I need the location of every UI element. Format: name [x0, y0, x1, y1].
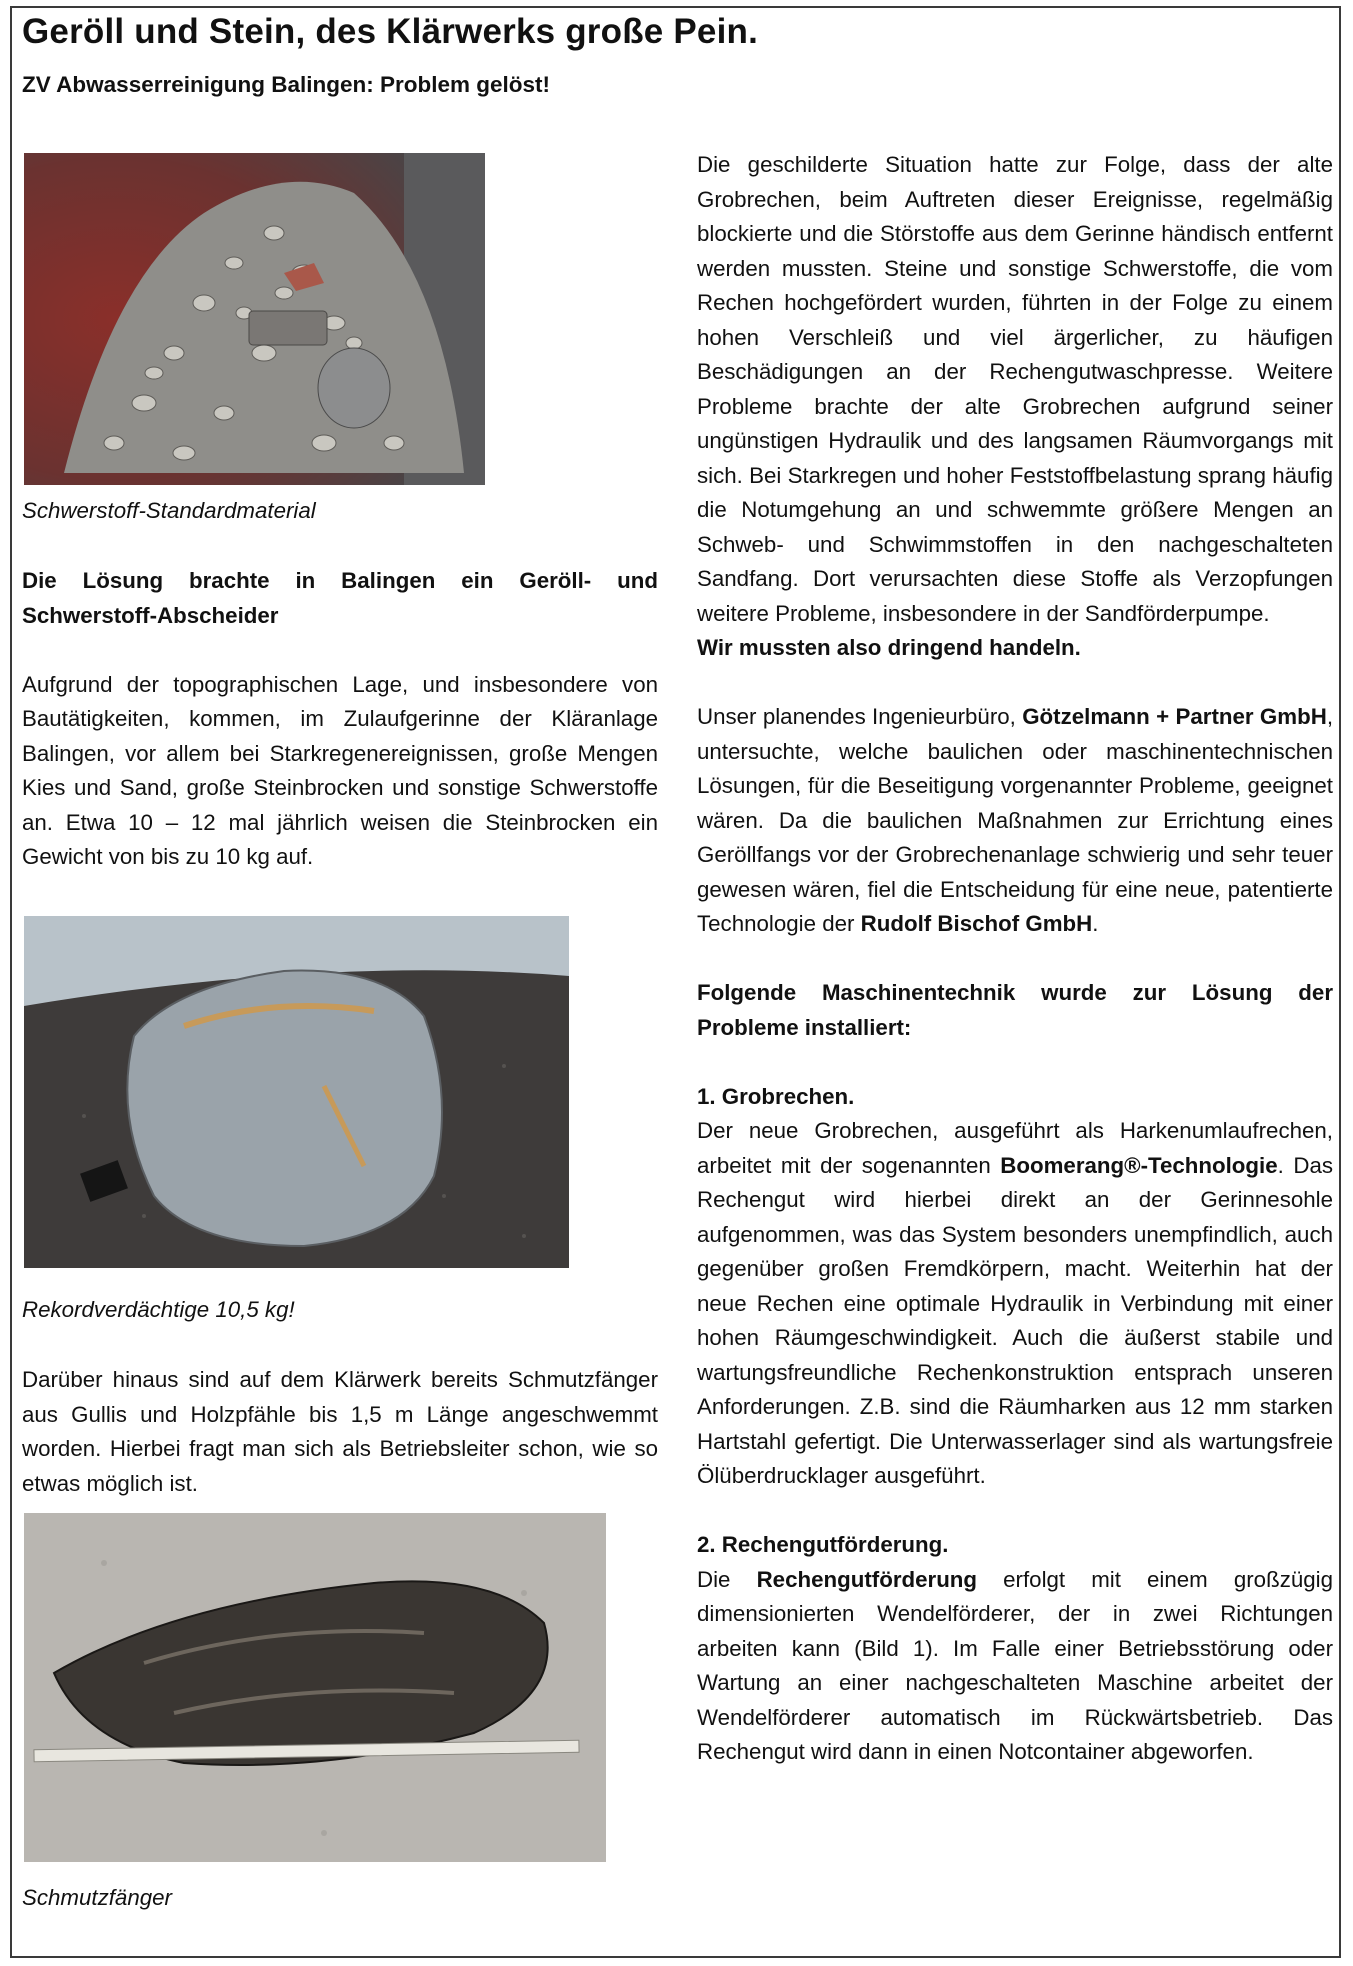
- dirt-trap-photo: [24, 1513, 606, 1862]
- rechengutfoerderung-term: Rechengutförderung: [756, 1566, 978, 1592]
- caption-dirt-trap: Schmutzfänger: [22, 1885, 172, 1910]
- para-2-text-c: , untersuchte, welche baulichen oder maschinentechnischen Lösungen, für die Beseitigung vorgenannter Probleme, geeignet wären. Da die baulichen Maßnahmen zur Errichtung eines Geröllfangs vor der Grobrechenanlage schwierig und sehr teuer gewesen wären, fiel die Entscheidung für eine neue, patentierte Technologie der: [697, 704, 1334, 936]
- s2-text-c: erfolgt mit einem großzügig dimensionierten Wendelförderer, der in zwei Richtungen arbeiten kann (Bild 1). Im Falle einer Betriebsstörung oder Wartung an einer nachgeschalteten Maschine arbeitet der Wendelförderer automatisch im Rückwärtsbetrieb. Das Rechengut wird dann in einen Notcontainer abgeworfen.: [697, 1566, 1333, 1764]
- section-1-paragraph: [697, 1114, 1333, 1494]
- left-paragraph-2: Darüber hinaus sind auf dem Klärwerk bereits Schmutzfänger aus Gullis und Holzpfähle bis 1,5 m Länge angeschwemmt worden. Hierbei fragt man sich als Betriebsleiter schon, wie so etwas möglich ist.: [22, 1367, 658, 1496]
- right-paragraph-2: [697, 700, 1333, 942]
- boomerang-technology: Boomerang®-Technologie: [1000, 1152, 1278, 1178]
- right-paragraph-1: Die geschilderte Situation hatte zur Folge, dass der alte Grobrechen, beim Auftreten dieser Ereignisse, regelmäßig blockierte und die Störstoffe aus dem Gerinne händisch entfernt werden mussten. Steine und sonstige Schwerstoffe, die vom Rechen hochgefördert wurden, führten in der Folge zu einem hohen Verschleiß und viel ärgerlicher, zu häufigen Beschädigungen an der Rechengutwaschpresse. Weitere Probleme brachte der alte Grobrechen aufgrund seiner ungünstigen Hydraulik und des langsamen Räumvorgangs mit sich. Bei Starkregen und hoher Feststoffbelastung sprang häufig die Notumgehung an und schwemmte größere Mengen an Schweb- und Schwimmstoffen in den nachgeschalteten Sandfang. Dort verursachten diese Stoffe als Verzopfungen weitere Probleme, insbesondere in der Sandförderpumpe.: [697, 152, 1333, 626]
- gravel-pile-photo: [24, 153, 485, 485]
- page-title: Geröll und Stein, des Klärwerks große Pein.: [22, 12, 759, 51]
- section-1-heading: 1. Grobrechen.: [697, 1083, 855, 1109]
- left-column-text-1: [22, 564, 658, 875]
- left-column-text-2: [22, 1363, 658, 1501]
- bischof-company-name: Rudolf Bischof GmbH: [860, 911, 1093, 936]
- s1-text-c: . Das Rechengut wird hierbei direkt an der Gerinnesohle aufgenommen, was das System besonders unempfindlich, auch gegenüber großen Fremdkörpern, macht. Weiterhin hat der neue Rechen eine optimale Hydraulik in Verbindung mit einer hohen Räumgeschwindigkeit. Auch die äußerst stabile und wartungsfreundliche Rechenkonstruktion entsprach unseren Anforderungen. Z.B. sind die Räumharken aus 12 mm starken Hartstahl gefertigt. Die Unterwasserlager sind als wartungsfreie Ölüberdrucklager ausgeführt.: [697, 1152, 1333, 1488]
- right-heading: Folgende Maschinentechnik wurde zur Lösung der Probleme installiert:: [697, 980, 1333, 1040]
- caption-gravel: Schwerstoff-Standardmaterial: [22, 498, 316, 523]
- para-2-text-a: Unser planendes Ingenieurbüro,: [697, 704, 1023, 729]
- para-2-text-e: .: [1092, 911, 1099, 936]
- page-subtitle: ZV Abwasserreinigung Balingen: Problem gelöst!: [22, 72, 550, 97]
- large-stone-photo: [24, 916, 569, 1268]
- s1-text-a: Der neue Grobrechen, ausgeführt als Harkenumlaufrechen, arbeitet mit der sogenannten: [697, 1118, 1333, 1178]
- section-2-paragraph: [697, 1563, 1333, 1770]
- s2-text-a: Die: [697, 1566, 757, 1592]
- left-heading: Die Lösung brachte in Balingen ein Geröll- und Schwerstoff-Abscheider: [22, 568, 658, 628]
- right-urgent: Wir mussten also dringend handeln.: [697, 635, 1081, 660]
- caption-stone: Rekordverdächtige 10,5 kg!: [22, 1297, 295, 1322]
- section-2-heading: 2. Rechengutförderung.: [697, 1532, 949, 1557]
- left-paragraph-1: Aufgrund der topographischen Lage, und insbesondere von Bautätigkeiten, kommen, im Zulaufgerinne der Kläranlage Balingen, vor allem bei Starkregenereignissen, große Mengen Kies und Sand, große Steinbrocken und sonstige Schwerstoffe an. Etwa 10 – 12 mal jährlich weisen die Steinbrocken ein Gewicht von bis zu 10 kg auf.: [22, 671, 658, 869]
- right-column-text: [697, 148, 1333, 1770]
- engineering-firm-name: Götzelmann + Partner GmbH: [1022, 704, 1327, 729]
